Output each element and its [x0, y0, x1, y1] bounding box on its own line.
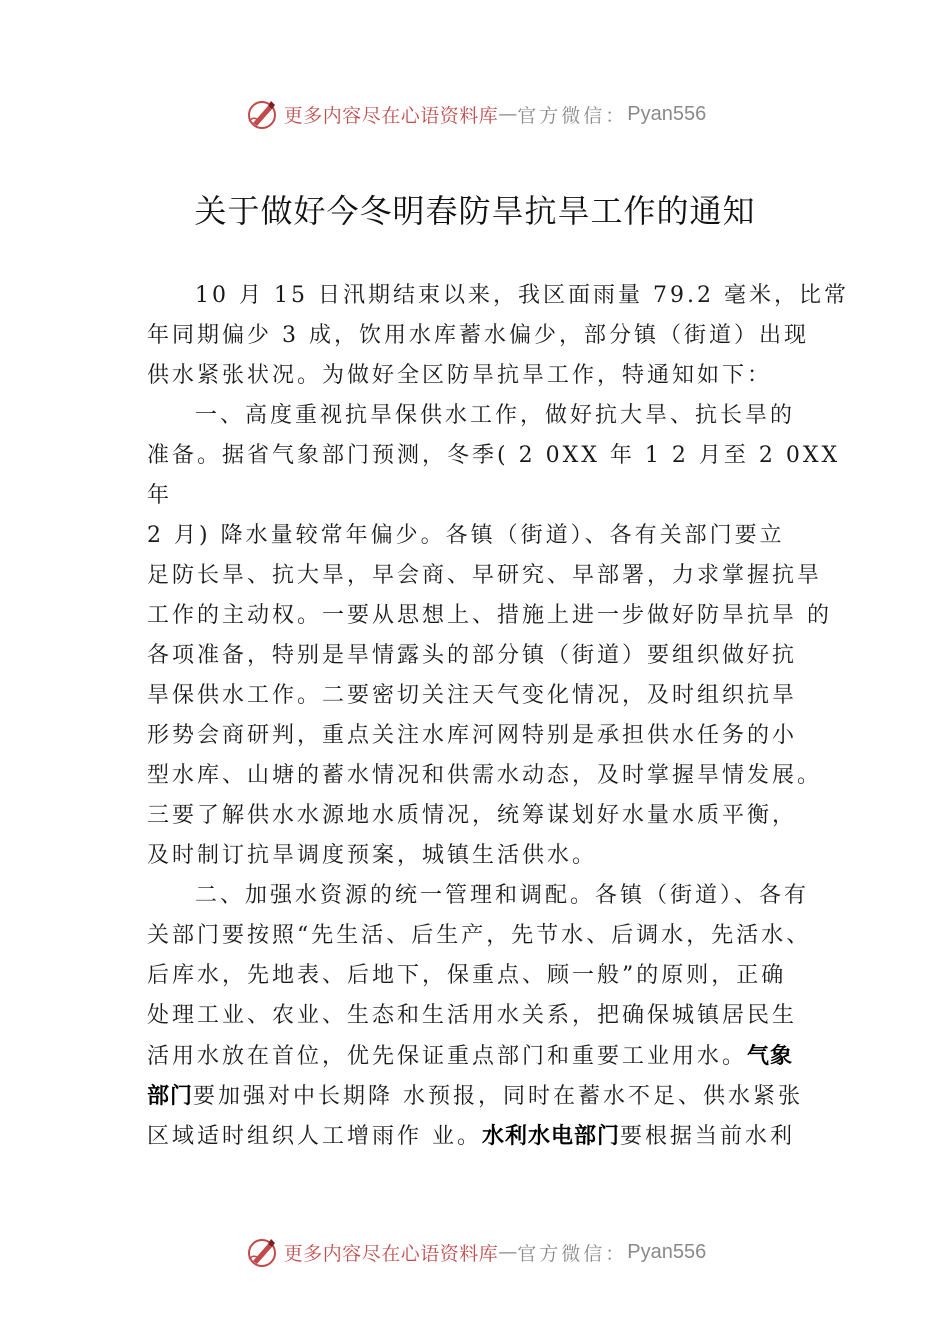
text-run: 三要了解供水水源地水质情况，统筹谋划好水量水质平衡， — [147, 803, 798, 828]
watermark-dash: — — [498, 103, 518, 125]
watermark-dash: — — [498, 1241, 518, 1263]
text-run: 要加强对中长期降 水预报，同时在蓄水不足、供水紧张 — [193, 1084, 804, 1109]
text-run: 足防长旱、抗大旱，早会商、早研究、早部署，力求掌握抗旱 — [147, 563, 823, 588]
pen-logo-icon — [244, 1234, 280, 1270]
text-run: 区域适时组织人工增雨作 业。 — [147, 1124, 482, 1149]
text-line — [147, 836, 827, 876]
text-run: 年同期偏少 3 成，饮用水库蓄水偏少，部分镇（街道）出现 — [147, 323, 809, 348]
text-line — [147, 516, 827, 556]
text-run: 后库水，先地表、后地下，保重点、顾一般”的原则，正确 — [147, 963, 787, 988]
pen-logo-icon — [244, 96, 280, 132]
text-line — [147, 436, 841, 476]
text-run: 要根据当前水利 — [620, 1124, 796, 1149]
bold-text-run: 气象 — [747, 1043, 794, 1069]
text-line — [147, 476, 827, 516]
text-run: 年 — [147, 483, 173, 508]
text-line — [147, 676, 827, 716]
text-line — [147, 356, 827, 396]
text-line — [147, 876, 827, 916]
text-run: 2 月) 降水量较常年偏少。各镇（街道）、各有关部门要立 — [147, 523, 785, 548]
document-body — [147, 276, 849, 1156]
text-line — [147, 556, 827, 596]
bold-text-run: 部门 — [147, 1083, 194, 1109]
text-run: 活用水放在首位，优先保证重点部门和重要工业用水。 — [147, 1044, 748, 1069]
bold-text-run: 水利水电部门 — [482, 1123, 621, 1149]
text-line — [147, 1036, 827, 1076]
text-line — [147, 396, 827, 436]
watermark-label: 官方微信： — [517, 104, 628, 127]
watermark-brand: 更多内容尽在心语资料库 — [283, 104, 499, 127]
text-run: 形势会商研判，重点关注水库河网特别是承担供水任务的小 — [147, 723, 798, 748]
text-run: 供水紧张状况。为做好全区防旱抗旱工作，特通知如下： — [147, 363, 773, 388]
text-line — [147, 1076, 827, 1116]
text-run: 型水库、山塘的蓄水情况和供需水动态，及时掌握旱情发展。 — [147, 763, 823, 788]
text-line — [147, 276, 849, 316]
text-line — [147, 636, 827, 676]
watermark-header — [0, 94, 950, 134]
document-title: 关于做好今冬明春防旱抗旱工作的通知 — [194, 192, 756, 230]
text-run: 10 月 15 日汛期结束以来，我区面雨量 79.2 毫米，比常 — [195, 283, 849, 308]
text-run: 处理工业、农业、生态和生活用水关系，把确保城镇居民生 — [147, 1003, 798, 1028]
text-line — [147, 996, 827, 1036]
text-run: 二、加强水资源的统一管理和调配。各镇（街道）、各有 — [195, 883, 810, 908]
text-line — [147, 316, 827, 356]
text-line — [147, 596, 832, 636]
text-run: 各项准备，特别是旱情露头的部分镇（街道）要组织做好抗 — [147, 643, 798, 668]
text-run: 及时制订抗旱调度预案，城镇生活供水。 — [147, 843, 598, 868]
watermark-wechat-id: Pyan556 — [627, 102, 707, 125]
text-run: 一、高度重视抗旱保供水工作，做好抗大旱、抗长旱的 — [195, 403, 796, 428]
text-line — [147, 916, 827, 956]
text-run: 准备。据省气象部门预测，冬季( 2 0XX 年 1 2 月至 2 0XX — [147, 443, 841, 468]
text-line — [147, 716, 827, 756]
text-run: 工作的主动权。一要从思想上、措施上进一步做好防旱抗旱 的 — [147, 603, 832, 628]
text-run: 关部门要按照“先生活、后生产，先节水、后调水，先活水、 — [147, 923, 812, 948]
text-line — [147, 956, 827, 996]
watermark-wechat-id: Pyan556 — [627, 1240, 707, 1263]
watermark-footer — [0, 1232, 950, 1272]
text-line — [147, 1116, 827, 1156]
text-line — [147, 796, 827, 836]
watermark-label: 官方微信： — [517, 1242, 628, 1265]
text-line — [147, 756, 827, 796]
watermark-brand: 更多内容尽在心语资料库 — [283, 1242, 499, 1265]
text-run: 旱保供水工作。二要密切关注天气变化情况，及时组织抗旱 — [147, 683, 798, 708]
